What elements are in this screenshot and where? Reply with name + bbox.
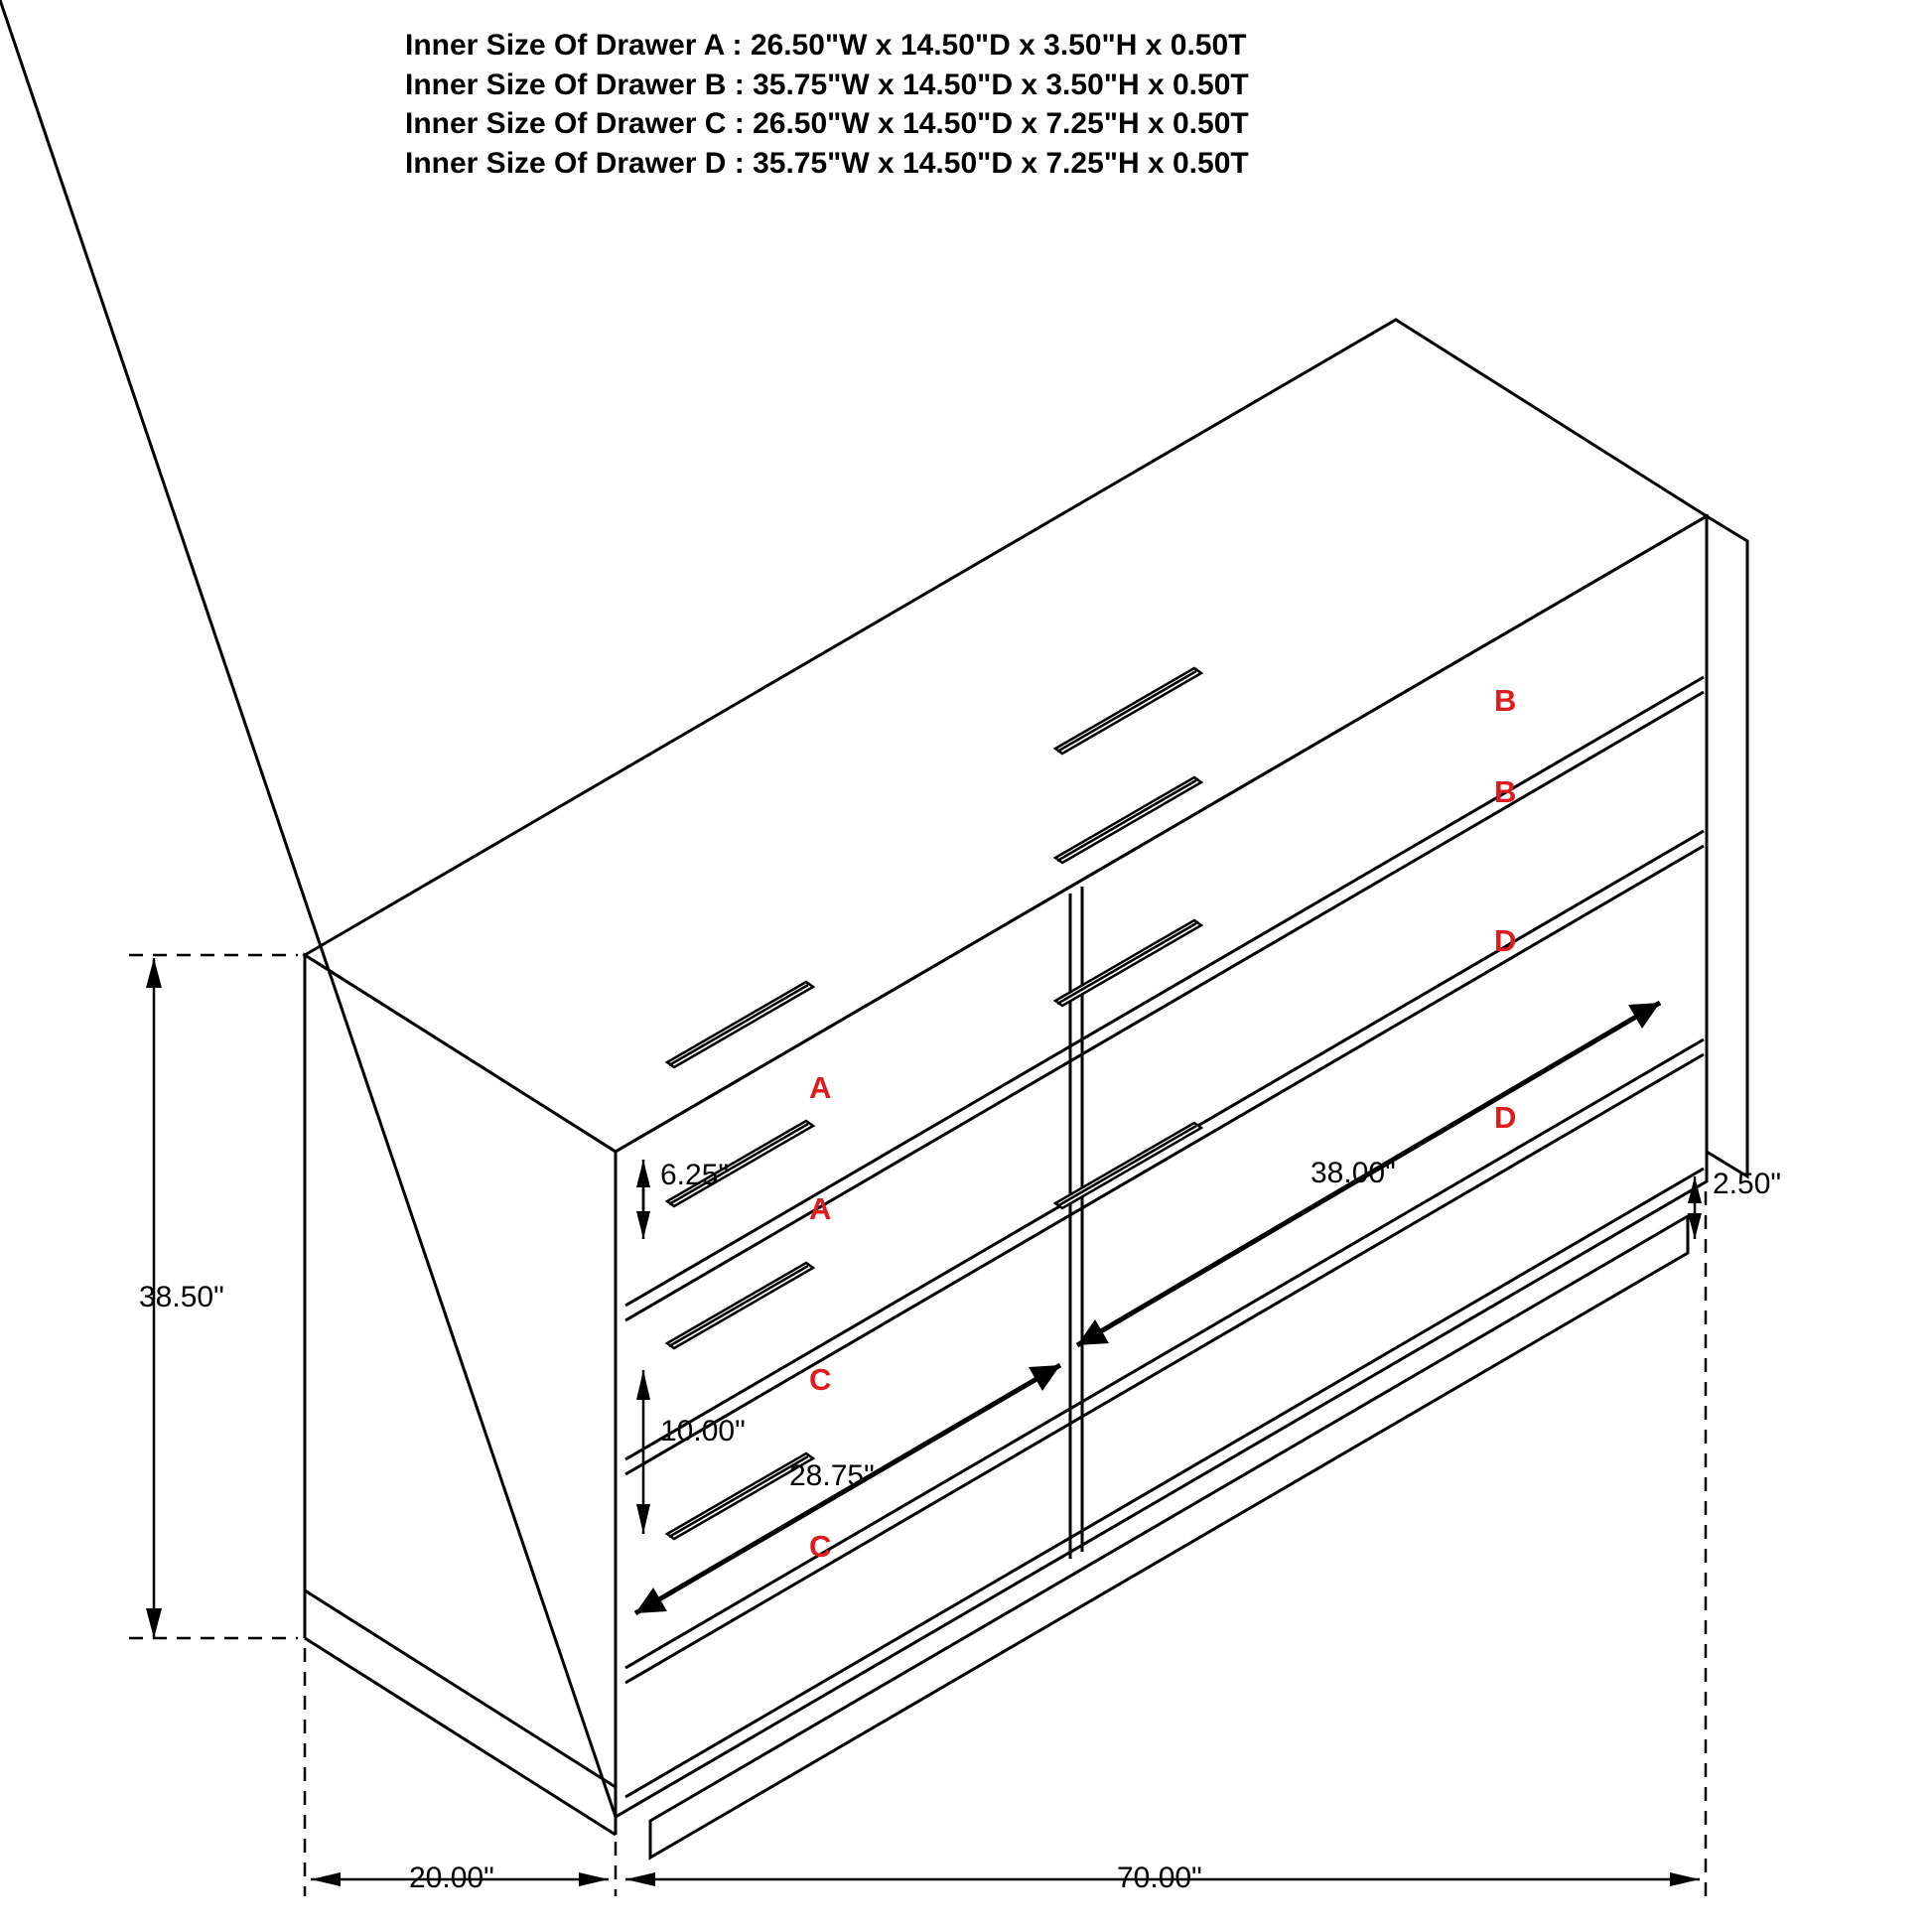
drawer-letter-d-bottom: D bbox=[1494, 1100, 1517, 1135]
label-width-70-00: 70.00" bbox=[1117, 1862, 1202, 1894]
spec-line-c: Inner Size Of Drawer C : 26.50"W x 14.50"D x 7.25"H x 0.50T bbox=[405, 107, 1249, 141]
label-depth-20-00: 20.00" bbox=[409, 1862, 494, 1894]
label-drawer-front-6-25: 6.25" bbox=[660, 1159, 730, 1191]
label-drawer-width-28-75: 28.75" bbox=[789, 1459, 875, 1492]
cabinet-right-side bbox=[1707, 516, 1747, 1176]
drawer-letter-a-top: A bbox=[809, 1070, 832, 1105]
drawer-letter-d-third: D bbox=[1494, 923, 1517, 958]
label-drawer-width-38-00: 38.00" bbox=[1311, 1157, 1396, 1189]
drawer-letter-c-third: C bbox=[809, 1362, 832, 1397]
label-drawer-front-10-00: 10.00" bbox=[660, 1415, 746, 1448]
spec-line-a: Inner Size Of Drawer A : 26.50"W x 14.50"D x 3.50"H x 0.50T bbox=[405, 29, 1247, 62]
spec-line-d: Inner Size Of Drawer D : 35.75"W x 14.50"D x 7.25"H x 0.50T bbox=[405, 146, 1249, 180]
drawer-letter-b-second: B bbox=[1494, 774, 1517, 809]
spec-line-b: Inner Size Of Drawer B : 35.75"W x 14.50"D x 3.50"H x 0.50T bbox=[405, 68, 1249, 101]
label-overall-height: 38.50" bbox=[139, 1281, 224, 1313]
drawer-letter-c-bottom: C bbox=[809, 1529, 832, 1564]
label-base-height-2-50: 2.50" bbox=[1713, 1168, 1782, 1200]
drawer-letter-a-second: A bbox=[809, 1191, 832, 1226]
drawer-letter-b-top: B bbox=[1494, 683, 1517, 718]
